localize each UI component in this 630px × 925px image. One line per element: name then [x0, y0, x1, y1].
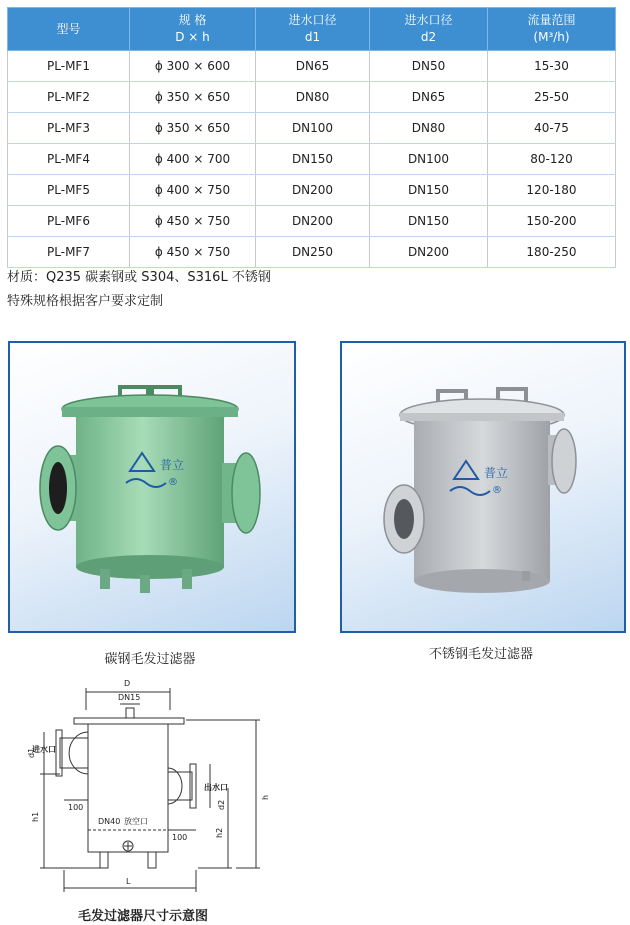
cell-d1: DN100 [256, 113, 370, 144]
cell-d2: DN65 [370, 82, 488, 113]
label-d2: d2 [217, 799, 226, 810]
cell-model: PL-MF6 [8, 206, 130, 237]
cell-model: PL-MF5 [8, 175, 130, 206]
logo-text: 普立 [484, 466, 509, 480]
cell-size: ϕ 450 × 750 [130, 206, 256, 237]
cell-flow: 180-250 [488, 237, 616, 268]
material-note: 材质：Q235 碳素钢或 S304、S316L 不锈钢 [7, 270, 271, 285]
label-dn15: DN15 [118, 693, 141, 702]
table-row [8, 175, 616, 206]
stainless-filter-photo [340, 341, 626, 633]
custom-spec-note: 特殊规格根据客户要求定制 [7, 294, 164, 309]
cell-size: ϕ 350 × 650 [130, 82, 256, 113]
cell-d2: DN200 [370, 237, 488, 268]
header-inlet-d2: 进水口径 d2 [370, 8, 488, 51]
table-row [8, 82, 616, 113]
label-100-left: 100 [68, 803, 84, 812]
cell-d1: DN200 [256, 206, 370, 237]
label-drain: 放空口 [124, 817, 148, 826]
registered-mark: ® [492, 485, 502, 496]
cell-size: ϕ 400 × 700 [130, 144, 256, 175]
cell-d2: DN80 [370, 113, 488, 144]
drawing-caption: 毛发过滤器尺寸示意图 [78, 909, 209, 924]
cell-d1: DN150 [256, 144, 370, 175]
cell-flow: 15-30 [488, 51, 616, 82]
cell-d1: DN250 [256, 237, 370, 268]
dimension-drawing [0, 670, 300, 905]
table-header-row [8, 8, 616, 51]
logo-text: 普立 [160, 458, 185, 472]
label-h: h [261, 794, 270, 800]
header-flow-range: 流量范围 (M³/h) [488, 8, 616, 51]
table-row [8, 237, 616, 268]
header-size: 规 格 D × h [130, 8, 256, 51]
cell-d2: DN50 [370, 51, 488, 82]
label-h2: h2 [215, 827, 224, 838]
carbon-steel-caption: 碳钢毛发过滤器 [104, 652, 196, 667]
table-row [8, 206, 616, 237]
cell-d1: DN65 [256, 51, 370, 82]
cell-d2: DN150 [370, 206, 488, 237]
cell-flow: 25-50 [488, 82, 616, 113]
label-100-right: 100 [172, 833, 188, 842]
cell-flow: 150-200 [488, 206, 616, 237]
cell-d1: DN80 [256, 82, 370, 113]
cell-flow: 80-120 [488, 144, 616, 175]
label-inlet: 进水口 [32, 745, 56, 754]
header-inlet-d1: 进水口径 d1 [256, 8, 370, 51]
label-L: L [126, 877, 131, 886]
cell-flow: 40-75 [488, 113, 616, 144]
cell-flow: 120-180 [488, 175, 616, 206]
label-h1: h1 [31, 811, 40, 822]
label-d1: d1 [27, 747, 36, 758]
cell-size: ϕ 300 × 600 [130, 51, 256, 82]
label-D: D [124, 679, 131, 688]
spec-table [7, 7, 616, 268]
cell-model: PL-MF2 [8, 82, 130, 113]
table-row [8, 113, 616, 144]
cell-size: ϕ 400 × 750 [130, 175, 256, 206]
registered-mark: ® [168, 477, 178, 488]
cell-d2: DN150 [370, 175, 488, 206]
cell-size: ϕ 450 × 750 [130, 237, 256, 268]
cell-model: PL-MF4 [8, 144, 130, 175]
cell-model: PL-MF7 [8, 237, 130, 268]
cell-model: PL-MF3 [8, 113, 130, 144]
table-row [8, 144, 616, 175]
cell-size: ϕ 350 × 650 [130, 113, 256, 144]
stainless-caption: 不锈钢毛发过滤器 [428, 647, 533, 662]
label-dn40: DN40 [98, 817, 121, 826]
table-row [8, 51, 616, 82]
header-model: 型号 [8, 8, 130, 51]
cell-d2: DN100 [370, 144, 488, 175]
cell-model: PL-MF1 [8, 51, 130, 82]
cell-d1: DN200 [256, 175, 370, 206]
label-outlet: 出水口 [204, 783, 228, 792]
carbon-steel-filter-photo [8, 341, 296, 633]
